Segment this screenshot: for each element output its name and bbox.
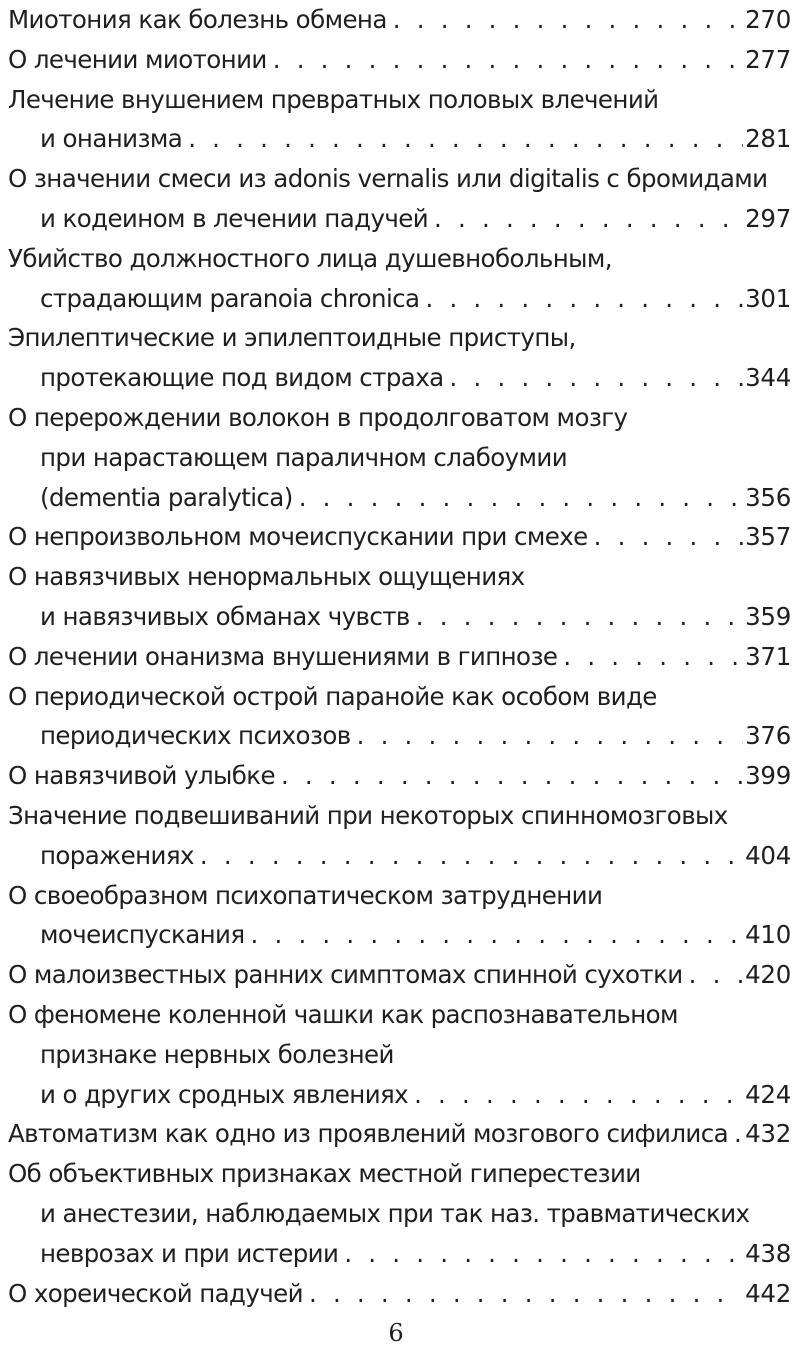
toc-entry-last-line — [8, 1234, 791, 1274]
dot-leader — [387, 0, 743, 40]
page-number: 6 — [388, 1319, 404, 1347]
toc-entry-title: О непроизвольном мочеиспускании при смехе — [8, 522, 588, 552]
dot-leader — [245, 915, 744, 955]
toc-entry-line: О значении смеси из adonis vernalis или digitalis с бромидами — [8, 164, 768, 194]
toc-entry-title: и онанизма — [40, 124, 183, 154]
toc-entry — [8, 1274, 791, 1314]
toc-entry-last-line — [8, 1075, 791, 1115]
toc-entry-line: Об объективных признаках местной гиперестезии — [8, 1159, 641, 1189]
toc-entry-page: 359 — [745, 601, 791, 631]
dot-leader — [683, 955, 744, 995]
toc-entry — [8, 796, 791, 876]
toc-entry-page: 277 — [745, 44, 791, 74]
toc-entry-line: признаке нервных болезней — [40, 1039, 394, 1069]
toc-entry-last-line — [8, 517, 791, 557]
toc-entry-title: О лечении онанизма внушениями в гипнозе — [8, 641, 558, 671]
toc-entry — [8, 955, 791, 995]
toc-entry-last-line — [8, 40, 791, 80]
toc-entry — [8, 40, 791, 80]
toc-entry-title: мочеиспускания — [40, 920, 245, 950]
toc-entry-title: неврозах и при истерии — [40, 1238, 339, 1268]
toc-entry-title: и кодеином в лечении падучей — [40, 203, 429, 233]
toc-entry-title: и о других сродных явлениях — [40, 1079, 409, 1109]
toc-entry — [8, 159, 791, 239]
toc-entry-title: О хореической падучей — [8, 1278, 303, 1308]
toc-entry-page: 404 — [745, 840, 791, 870]
toc-entry — [8, 398, 791, 517]
toc-entry-last-line — [8, 279, 791, 319]
dot-leader — [557, 637, 743, 677]
toc-entry — [8, 0, 791, 40]
dot-leader — [419, 279, 743, 319]
toc-entry-title: поражениях — [40, 840, 194, 870]
toc-entry-page: 357 — [745, 522, 791, 552]
toc-entry — [8, 239, 791, 319]
toc-entry-line: при нарастающем параличном слабоумии — [40, 442, 568, 472]
toc-entry — [8, 637, 791, 677]
toc-entry-title: О навязчивой улыбке — [8, 761, 275, 791]
dot-leader — [728, 1114, 743, 1154]
toc-entry — [8, 1114, 791, 1154]
toc-entry-last-line — [8, 756, 791, 796]
toc-entry-title: (dementia paralytica) — [40, 482, 293, 512]
toc-entry-title: Миотония как болезнь обмена — [8, 5, 387, 34]
toc-entry-line: О своеобразном психопатическом затруднении — [8, 880, 603, 910]
toc-entry — [8, 995, 791, 1114]
toc-entry-title: страдающим paranoia chronica — [40, 283, 420, 313]
toc-entry — [8, 318, 791, 398]
toc-entry-page: 301 — [745, 283, 791, 313]
toc-entry-line: О перерождении волокон в продолговатом мозгу — [8, 402, 628, 432]
toc-entry-page: 424 — [745, 1079, 791, 1109]
toc-entry-title: и навязчивых обманах чувств — [40, 601, 410, 631]
toc-entry-last-line — [8, 637, 791, 677]
toc-entry — [8, 80, 791, 160]
toc-entry-page: 371 — [745, 641, 791, 671]
toc-entry-last-line — [8, 836, 791, 876]
toc-entry-line: и анестезии, наблюдаемых при так наз. травматических — [40, 1198, 750, 1228]
toc-entry-page: 410 — [745, 920, 791, 950]
toc-entry-page: 281 — [745, 124, 791, 154]
toc-entry-title: О лечении миотонии — [8, 44, 267, 74]
toc-entry-last-line — [8, 915, 791, 955]
toc-entry-last-line — [8, 955, 791, 995]
toc-entry-page: 376 — [745, 721, 791, 751]
dot-leader — [303, 1274, 743, 1314]
toc-entry-page: 399 — [745, 761, 791, 791]
dot-leader — [182, 119, 743, 159]
toc-entry-title: протекающие под видом страха — [40, 363, 444, 393]
dot-leader — [408, 1075, 743, 1115]
toc-entry-title: Автоматизм как одно из проявлений мозгового сифилиса — [8, 1119, 728, 1149]
toc-entry-page: 356 — [745, 482, 791, 512]
toc-entry-title: периодических психозов — [40, 721, 351, 751]
toc-entry-page: 442 — [745, 1278, 791, 1308]
toc-entry-line: О феномене коленной чашки как распознавательном — [8, 999, 678, 1029]
dot-leader — [338, 1234, 743, 1274]
dot-leader — [410, 597, 743, 637]
toc-entry-page: 344 — [745, 363, 791, 393]
toc-entry-last-line — [8, 1274, 791, 1314]
toc-entry-last-line — [8, 478, 791, 518]
toc-entry — [8, 1154, 791, 1273]
toc-entry-page: 270 — [745, 5, 791, 34]
dot-leader — [275, 756, 743, 796]
toc-entry-last-line — [8, 119, 791, 159]
toc-entry-line: О периодической острой паранойе как особом виде — [8, 681, 657, 711]
toc-entry-page: 297 — [745, 203, 791, 233]
dot-leader — [428, 199, 743, 239]
toc-entry-last-line — [8, 0, 791, 40]
dot-leader — [351, 716, 744, 756]
toc-entry-line: Значение подвешиваний при некоторых спинномозговых — [8, 800, 728, 830]
toc-entry — [8, 677, 791, 757]
toc-entry-line: Лечение внушением превратных половых влечений — [8, 84, 659, 114]
toc-entry-line: Убийство должностного лица душевнобольным, — [8, 243, 612, 273]
toc-entry-line: Эпилептические и эпилептоидные приступы, — [8, 323, 576, 353]
dot-leader — [444, 358, 744, 398]
table-of-contents — [8, 0, 791, 1313]
toc-entry-page: 438 — [745, 1238, 791, 1268]
toc-entry-last-line — [8, 199, 791, 239]
toc-entry-page: 420 — [745, 960, 791, 990]
toc-entry-last-line — [8, 716, 791, 756]
toc-entry — [8, 756, 791, 796]
dot-leader — [588, 517, 744, 557]
toc-entry-line: О навязчивых ненормальных ощущениях — [8, 562, 525, 592]
toc-entry-title: О малоизвестных ранних симптомах спинной сухотки — [8, 960, 683, 990]
dot-leader — [267, 40, 743, 80]
toc-entry — [8, 517, 791, 557]
dot-leader — [293, 478, 743, 518]
dot-leader — [194, 836, 743, 876]
toc-entry-last-line — [8, 597, 791, 637]
toc-entry-last-line — [8, 1114, 791, 1154]
toc-entry — [8, 876, 791, 956]
toc-entry — [8, 557, 791, 637]
toc-entry-page: 432 — [745, 1119, 791, 1149]
toc-entry-last-line — [8, 358, 791, 398]
